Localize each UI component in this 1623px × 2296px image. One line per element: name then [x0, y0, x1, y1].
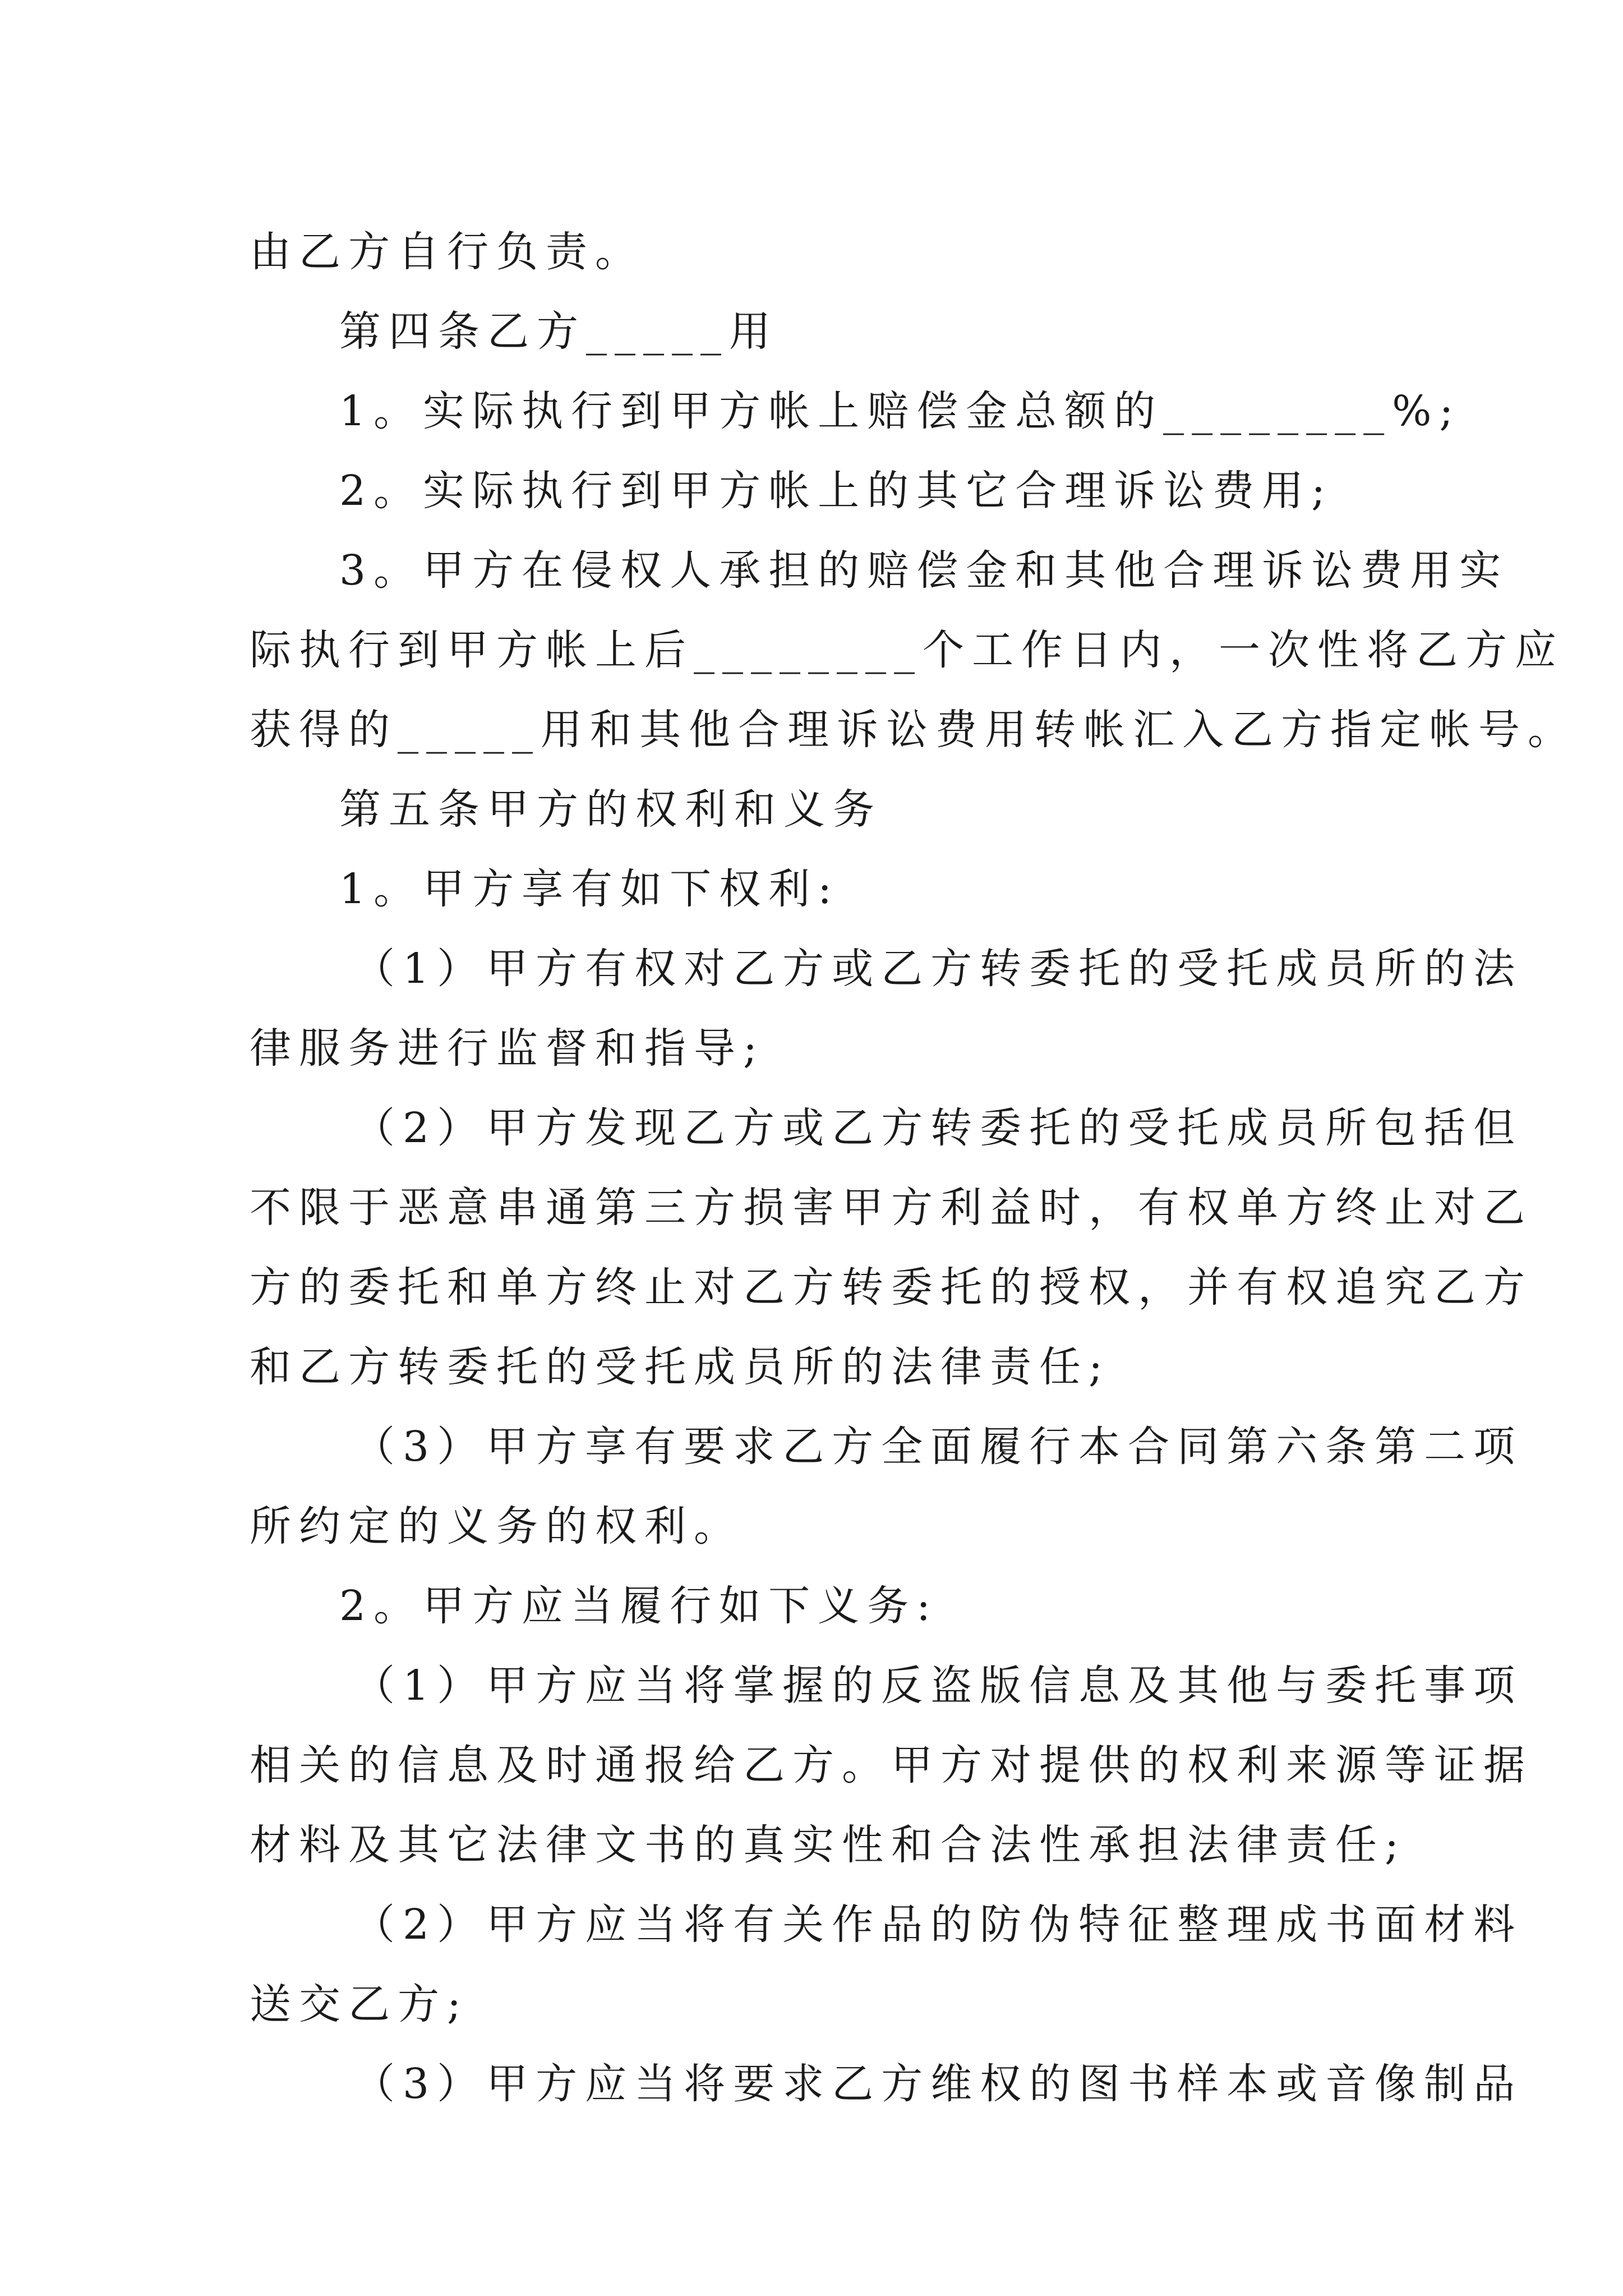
- paragraph-line: 方的委托和单方终止对乙方转委托的授权，并有权追究乙方: [250, 1263, 1533, 1312]
- sub-list-item: （3）甲方应当将要求乙方维权的图书样本或音像制品: [353, 2060, 1523, 2108]
- paragraph-line: 和乙方转委托的受托成员所的法律责任;: [250, 1343, 1110, 1391]
- article-heading: 第五条甲方的权利和义务: [339, 785, 882, 834]
- sub-list-item: （1）甲方应当将掌握的反盗版信息及其他与委托事项: [353, 1662, 1523, 1710]
- sub-list-item: （1）甲方有权对乙方或乙方转委托的受托成员所的法: [353, 945, 1523, 993]
- paragraph-line: 不限于恶意串通第三方损害甲方利益时，有权单方终止对乙: [250, 1184, 1533, 1232]
- paragraph-line: 材料及其它法律文书的真实性和合法性承担法律责任;: [250, 1821, 1407, 1869]
- paragraph-line: 相关的信息及时通报给乙方。甲方对提供的权利来源等证据: [250, 1741, 1533, 1789]
- list-item: 3。甲方在侵权人承担的赔偿金和其他合理诉讼费用实: [339, 546, 1509, 595]
- paragraph-line: 所约定的义务的权利。: [250, 1502, 743, 1550]
- document-page: [250, 212, 1577, 2124]
- sub-list-item: （2）甲方应当将有关作品的防伪特征整理成书面材料: [353, 1901, 1523, 1949]
- list-item: 2。甲方应当履行如下义务:: [339, 1582, 939, 1630]
- paragraph-line: 律服务进行监督和指导;: [250, 1024, 765, 1073]
- sub-list-item: （2）甲方发现乙方或乙方转委托的受托成员所包括但: [353, 1104, 1523, 1152]
- list-item: 1。实际执行到甲方帐上赔偿金总额的________%;: [339, 387, 1461, 435]
- list-item: 1。甲方享有如下权利:: [339, 865, 840, 913]
- paragraph-line: 由乙方自行负责。: [250, 228, 644, 276]
- list-item: 2。实际执行到甲方帐上的其它合理诉讼费用;: [339, 467, 1334, 515]
- paragraph-line: 获得的_____用和其他合理诉讼费用转帐汇入乙方指定帐号。: [250, 706, 1577, 754]
- article-heading: 第四条乙方_____用: [339, 307, 778, 356]
- sub-list-item: （3）甲方享有要求乙方全面履行本合同第六条第二项: [353, 1423, 1523, 1471]
- paragraph-line: 际执行到甲方帐上后________个工作日内，一次性将乙方应: [250, 626, 1564, 674]
- paragraph-line: 送交乙方;: [250, 1980, 469, 2028]
